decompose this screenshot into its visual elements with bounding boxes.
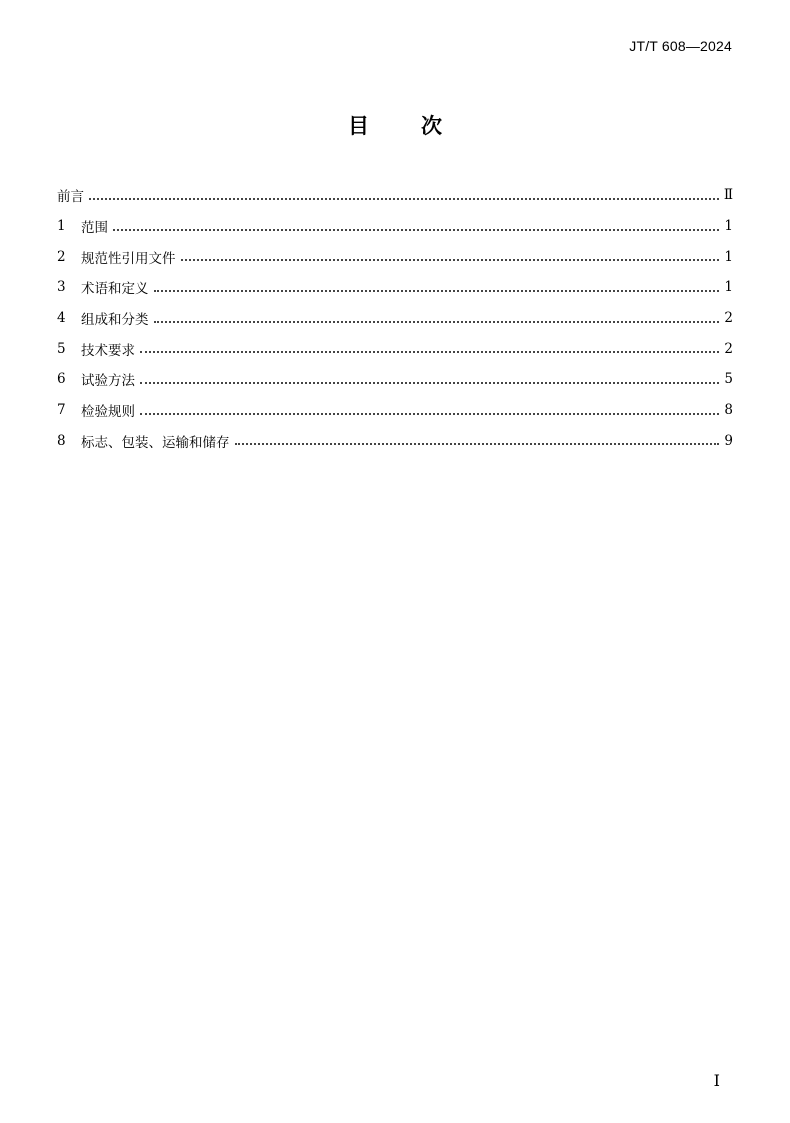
toc-leader-dots bbox=[140, 412, 719, 415]
toc-entry-number: 2 bbox=[57, 248, 66, 265]
title-char-right: 次 bbox=[421, 114, 442, 138]
standard-code: JT/T 608—2024 bbox=[629, 38, 732, 54]
toc-entry-label: 试验方法 bbox=[81, 373, 135, 390]
toc-entry-number: 4 bbox=[57, 310, 66, 327]
toc-entry-terms-definitions[interactable] bbox=[57, 272, 733, 303]
toc-entry-scope[interactable] bbox=[57, 211, 733, 242]
toc-leader-dots bbox=[113, 228, 719, 231]
toc-entry-label: 检验规则 bbox=[81, 404, 135, 421]
toc-entry-page: 2 bbox=[724, 310, 733, 327]
toc-entry-number: 3 bbox=[57, 279, 66, 296]
toc-leader-dots bbox=[140, 350, 719, 353]
toc-entry-label: 标志、包装、运输和储存 bbox=[81, 434, 230, 451]
toc-entry-number: 6 bbox=[57, 371, 66, 388]
toc-entry-page: 2 bbox=[724, 340, 733, 357]
toc-entry-page: Ⅱ bbox=[723, 187, 733, 204]
toc-entry-marking-packaging[interactable] bbox=[57, 426, 733, 457]
toc-entry-number: 5 bbox=[57, 340, 66, 357]
title-char-left: 目 bbox=[348, 114, 369, 138]
toc-entry-technical-requirements[interactable] bbox=[57, 333, 733, 364]
toc-entry-label: 范围 bbox=[81, 220, 108, 237]
toc-entry-page: 8 bbox=[724, 402, 733, 419]
toc-entry-label: 术语和定义 bbox=[81, 281, 149, 298]
toc-entry-normative-references[interactable] bbox=[57, 241, 733, 272]
page-number: I bbox=[713, 1071, 720, 1090]
toc-leader-dots bbox=[154, 320, 720, 323]
toc-entry-label: 技术要求 bbox=[81, 342, 135, 359]
toc-entry-page: 5 bbox=[724, 371, 733, 388]
toc-entry-test-methods[interactable] bbox=[57, 364, 733, 395]
toc-entry-inspection-rules[interactable] bbox=[57, 395, 733, 426]
toc-entry-label: 规范性引用文件 bbox=[81, 250, 176, 267]
toc-entry-label: 前言 bbox=[57, 189, 84, 206]
table-of-contents bbox=[57, 180, 733, 456]
toc-entry-page: 9 bbox=[724, 432, 733, 449]
toc-entry-label: 组成和分类 bbox=[81, 312, 149, 329]
toc-leader-dots bbox=[235, 442, 720, 445]
toc-leader-dots bbox=[181, 258, 720, 261]
toc-entry-number: 7 bbox=[57, 402, 66, 419]
toc-entry-number: 1 bbox=[57, 218, 66, 235]
toc-leader-dots bbox=[140, 381, 719, 384]
toc-entry-composition-classification[interactable] bbox=[57, 303, 733, 334]
toc-entry-page: 1 bbox=[724, 218, 733, 235]
toc-leader-dots bbox=[154, 289, 720, 292]
toc-entry-page: 1 bbox=[724, 279, 733, 296]
page-title bbox=[0, 110, 790, 140]
toc-entry-number: 8 bbox=[57, 432, 66, 449]
toc-entry-foreword[interactable] bbox=[57, 180, 733, 211]
toc-entry-page: 1 bbox=[724, 248, 733, 265]
toc-leader-dots bbox=[89, 197, 719, 200]
